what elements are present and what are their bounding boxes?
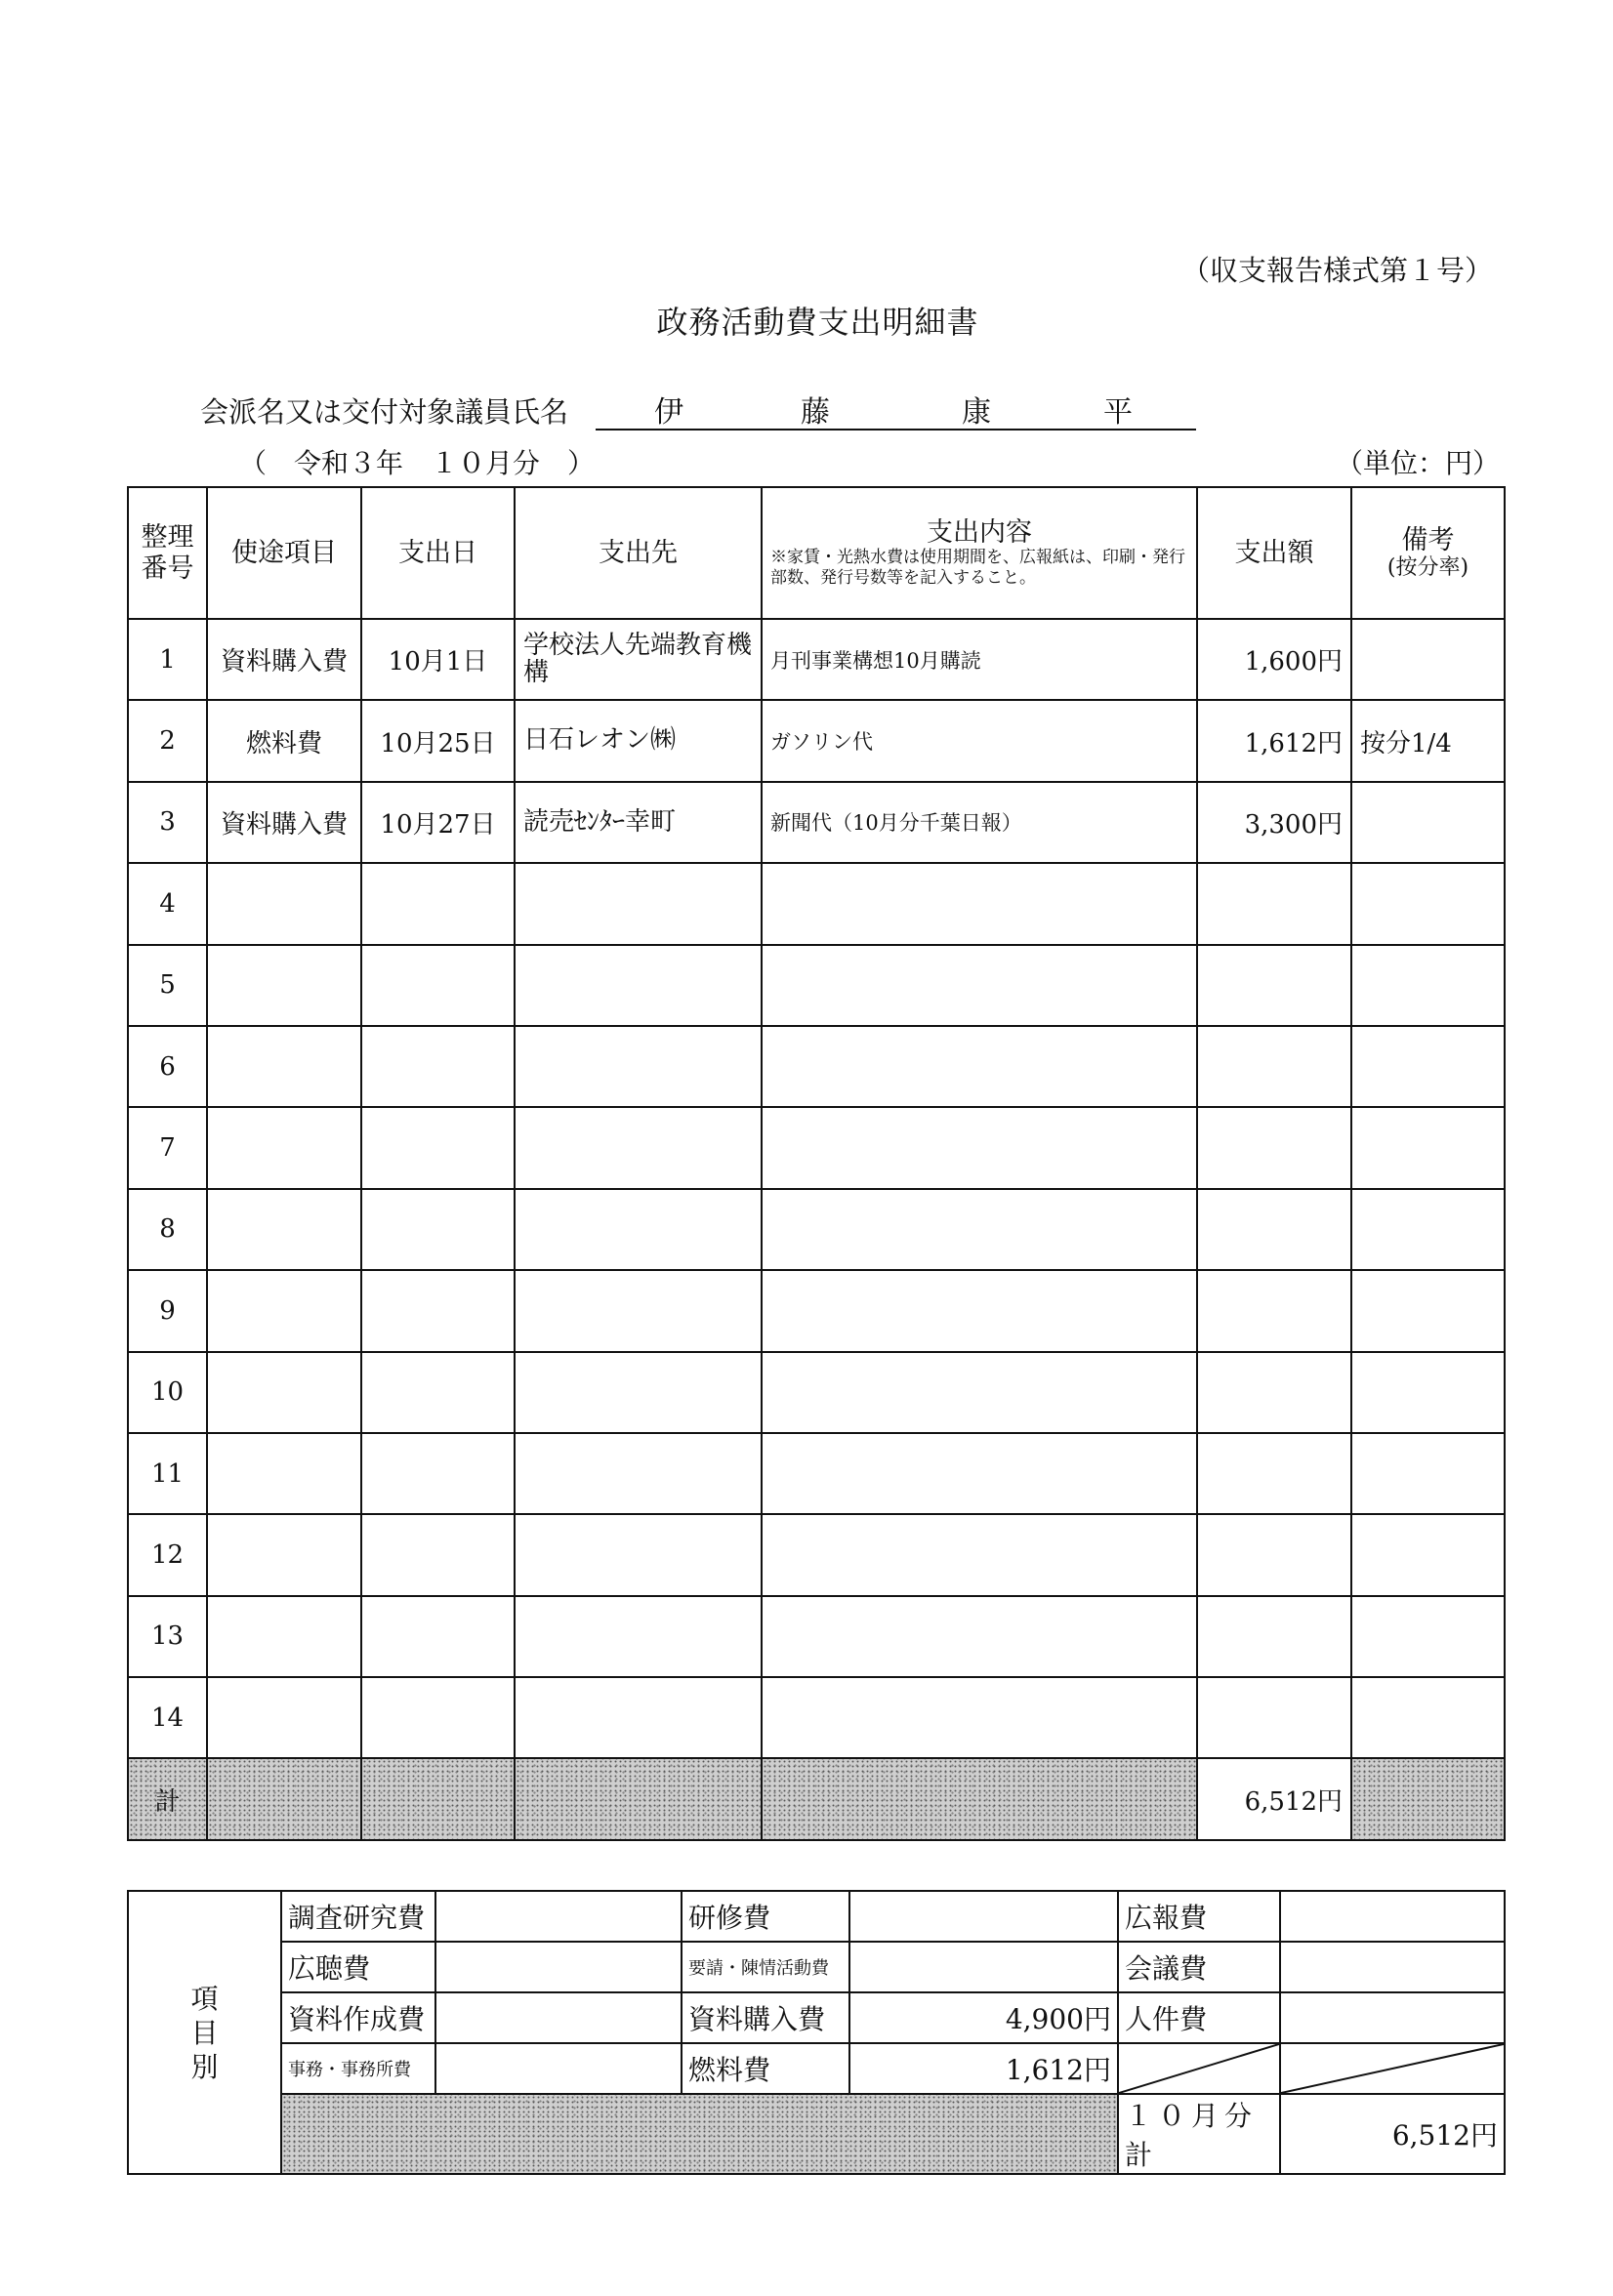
header-amount: 支出額 <box>1197 487 1351 619</box>
row-note <box>1351 619 1505 700</box>
row-item <box>207 863 361 944</box>
row-payee <box>515 1189 762 1270</box>
row-content: ガソリン代 <box>762 700 1197 781</box>
table-row <box>128 1596 1505 1677</box>
summary-label: 人件費 <box>1118 1992 1280 2043</box>
row-payee <box>515 1677 762 1758</box>
row-date <box>361 1677 515 1758</box>
table-row <box>128 1514 1505 1595</box>
row-date: 10月1日 <box>361 619 515 700</box>
summary-label: 資料購入費 <box>682 1992 849 2043</box>
row-amount: 1,600円 <box>1197 619 1351 700</box>
row-content <box>762 945 1197 1026</box>
header-note <box>1351 487 1505 619</box>
month-total-value: 6,512円 <box>1280 2094 1505 2174</box>
form-number: （収支報告様式第１号） <box>1181 254 1494 287</box>
summary-value <box>435 1891 682 1942</box>
row-note <box>1351 1352 1505 1433</box>
summary-label: 広報費 <box>1118 1891 1280 1942</box>
table-row <box>128 1107 1505 1188</box>
row-payee <box>515 1352 762 1433</box>
summary-total-row <box>128 2094 1505 2174</box>
row-payee <box>515 1026 762 1107</box>
row-amount <box>1197 1433 1351 1514</box>
row-item <box>207 1433 361 1514</box>
table-row <box>128 1433 1505 1514</box>
row-content <box>762 1352 1197 1433</box>
row-item: 資料購入費 <box>207 619 361 700</box>
name-label: 会派名又は交付対象議員氏名 <box>200 395 569 429</box>
row-item <box>207 1352 361 1433</box>
table-row <box>128 1270 1505 1351</box>
row-amount <box>1197 1677 1351 1758</box>
row-number: 7 <box>128 1107 207 1188</box>
diagonal-blank-cell <box>1118 2043 1280 2094</box>
category-summary-table <box>127 1890 1506 2175</box>
row-note <box>1351 945 1505 1026</box>
summary-label: 会議費 <box>1118 1942 1280 1992</box>
shaded-cell <box>281 2094 1118 2174</box>
row-note <box>1351 1677 1505 1758</box>
shaded-cell <box>515 1758 762 1839</box>
summary-row <box>128 1992 1505 2043</box>
header-note-sub: (按分率) <box>1386 555 1469 581</box>
name-char: 伊 <box>654 395 683 430</box>
row-amount: 3,300円 <box>1197 782 1351 863</box>
row-date: 10月27日 <box>361 782 515 863</box>
header-note-title: 備考 <box>1401 525 1455 556</box>
row-payee <box>515 1596 762 1677</box>
row-number: 12 <box>128 1514 207 1595</box>
row-content <box>762 1026 1197 1107</box>
row-note: 按分1/4 <box>1351 700 1505 781</box>
row-payee <box>515 1433 762 1514</box>
row-payee <box>515 1514 762 1595</box>
row-amount <box>1197 1189 1351 1270</box>
summary-label: 研修費 <box>682 1891 849 1942</box>
row-item <box>207 945 361 1026</box>
summary-row <box>128 1891 1505 1942</box>
row-item <box>207 1107 361 1188</box>
header-content <box>762 487 1197 619</box>
summary-label: 調査研究費 <box>281 1891 435 1942</box>
row-date <box>361 1352 515 1433</box>
row-note <box>1351 1596 1505 1677</box>
row-date <box>361 1026 515 1107</box>
table-row <box>128 863 1505 944</box>
row-amount <box>1197 1026 1351 1107</box>
row-number: 5 <box>128 945 207 1026</box>
row-note <box>1351 1514 1505 1595</box>
unit-label: （単位：円） <box>1336 447 1501 479</box>
row-payee <box>515 863 762 944</box>
row-number: 13 <box>128 1596 207 1677</box>
expense-table <box>127 486 1506 1841</box>
table-row <box>128 1026 1505 1107</box>
row-content <box>762 863 1197 944</box>
total-row <box>128 1758 1505 1839</box>
row-item: 資料購入費 <box>207 782 361 863</box>
shaded-cell <box>207 1758 361 1839</box>
row-number: 9 <box>128 1270 207 1351</box>
row-date <box>361 1514 515 1595</box>
name-char: 康 <box>962 395 991 430</box>
row-number: 6 <box>128 1026 207 1107</box>
name-char: 平 <box>1103 395 1133 430</box>
row-content <box>762 1189 1197 1270</box>
row-note <box>1351 1189 1505 1270</box>
name-char: 藤 <box>801 395 830 430</box>
diagonal-blank-cell <box>1280 2043 1505 2094</box>
summary-value <box>435 2043 682 2094</box>
row-date <box>361 863 515 944</box>
row-note <box>1351 782 1505 863</box>
row-number: 4 <box>128 863 207 944</box>
summary-value <box>849 1942 1118 1992</box>
row-payee: 日石レオン㈱ <box>515 700 762 781</box>
summary-value: 1,612円 <box>849 2043 1118 2094</box>
row-content <box>762 1677 1197 1758</box>
summary-value <box>435 1992 682 2043</box>
summary-label: 燃料費 <box>682 2043 849 2094</box>
month-total-label: １０月分計 <box>1118 2094 1280 2174</box>
row-content: 新聞代（10月分千葉日報） <box>762 782 1197 863</box>
row-item <box>207 1189 361 1270</box>
row-content <box>762 1596 1197 1677</box>
header-item: 使途項目 <box>207 487 361 619</box>
row-amount <box>1197 1596 1351 1677</box>
table-row <box>128 782 1505 863</box>
summary-label: 要請・陳情活動費 <box>682 1942 849 1992</box>
row-content <box>762 1433 1197 1514</box>
row-item: 燃料費 <box>207 700 361 781</box>
shaded-cell <box>762 1758 1197 1839</box>
row-item <box>207 1026 361 1107</box>
summary-label: 事務・事務所費 <box>281 2043 435 2094</box>
summary-value: 4,900円 <box>849 1992 1118 2043</box>
total-label: 計 <box>128 1758 207 1839</box>
row-content: 月刊事業構想10月購読 <box>762 619 1197 700</box>
row-note <box>1351 1270 1505 1351</box>
row-number: 2 <box>128 700 207 781</box>
row-amount <box>1197 1352 1351 1433</box>
table-row <box>128 1352 1505 1433</box>
summary-label: 広聴費 <box>281 1942 435 1992</box>
row-content <box>762 1107 1197 1188</box>
header-date: 支出日 <box>361 487 515 619</box>
table-row <box>128 945 1505 1026</box>
total-amount: 6,512円 <box>1197 1758 1351 1839</box>
row-item <box>207 1514 361 1595</box>
row-number: 1 <box>128 619 207 700</box>
row-item <box>207 1596 361 1677</box>
row-date <box>361 1270 515 1351</box>
row-payee <box>515 1107 762 1188</box>
row-amount <box>1197 863 1351 944</box>
row-payee <box>515 945 762 1026</box>
row-date <box>361 1107 515 1188</box>
document-title: 政務活動費支出明細書 <box>656 304 979 341</box>
category-label: 項 目 別 <box>128 1891 281 2174</box>
shaded-cell <box>361 1758 515 1839</box>
row-note <box>1351 1433 1505 1514</box>
row-content <box>762 1270 1197 1351</box>
row-amount <box>1197 1514 1351 1595</box>
row-amount: 1,612円 <box>1197 700 1351 781</box>
summary-value <box>1280 1891 1505 1942</box>
header-content-note: ※家賃・光熱水費は使用期間を、広報紙は、印刷・発行部数、発行号数等を記入すること。 <box>770 547 1185 589</box>
row-amount <box>1197 1270 1351 1351</box>
header-no: 整理 番号 <box>128 487 207 619</box>
row-item <box>207 1677 361 1758</box>
row-note <box>1351 1107 1505 1188</box>
summary-row <box>128 1942 1505 1992</box>
row-date <box>361 1596 515 1677</box>
summary-value <box>849 1891 1118 1942</box>
summary-value <box>1280 1992 1505 2043</box>
period: （ 令和３年 １０月分 ） <box>239 447 596 479</box>
member-name <box>596 388 1196 430</box>
row-number: 14 <box>128 1677 207 1758</box>
table-row <box>128 619 1505 700</box>
row-number: 8 <box>128 1189 207 1270</box>
header-content-title: 支出内容 <box>927 516 1032 548</box>
row-amount <box>1197 1107 1351 1188</box>
row-payee: 読売ｾﾝﾀｰ幸町 <box>515 782 762 863</box>
row-payee: 学校法人先端教育機構 <box>515 619 762 700</box>
row-item <box>207 1270 361 1351</box>
row-number: 3 <box>128 782 207 863</box>
table-header-row <box>128 487 1505 619</box>
summary-label: 資料作成費 <box>281 1992 435 2043</box>
table-row <box>128 1677 1505 1758</box>
header-payee: 支出先 <box>515 487 762 619</box>
table-row <box>128 700 1505 781</box>
table-row <box>128 1189 1505 1270</box>
row-date: 10月25日 <box>361 700 515 781</box>
summary-value <box>1280 1942 1505 1992</box>
row-content <box>762 1514 1197 1595</box>
row-note <box>1351 863 1505 944</box>
row-payee <box>515 1270 762 1351</box>
summary-value <box>435 1942 682 1992</box>
row-date <box>361 1433 515 1514</box>
shaded-cell <box>1351 1758 1505 1839</box>
row-date <box>361 945 515 1026</box>
row-number: 10 <box>128 1352 207 1433</box>
row-number: 11 <box>128 1433 207 1514</box>
summary-row <box>128 2043 1505 2094</box>
row-amount <box>1197 945 1351 1026</box>
row-date <box>361 1189 515 1270</box>
row-note <box>1351 1026 1505 1107</box>
